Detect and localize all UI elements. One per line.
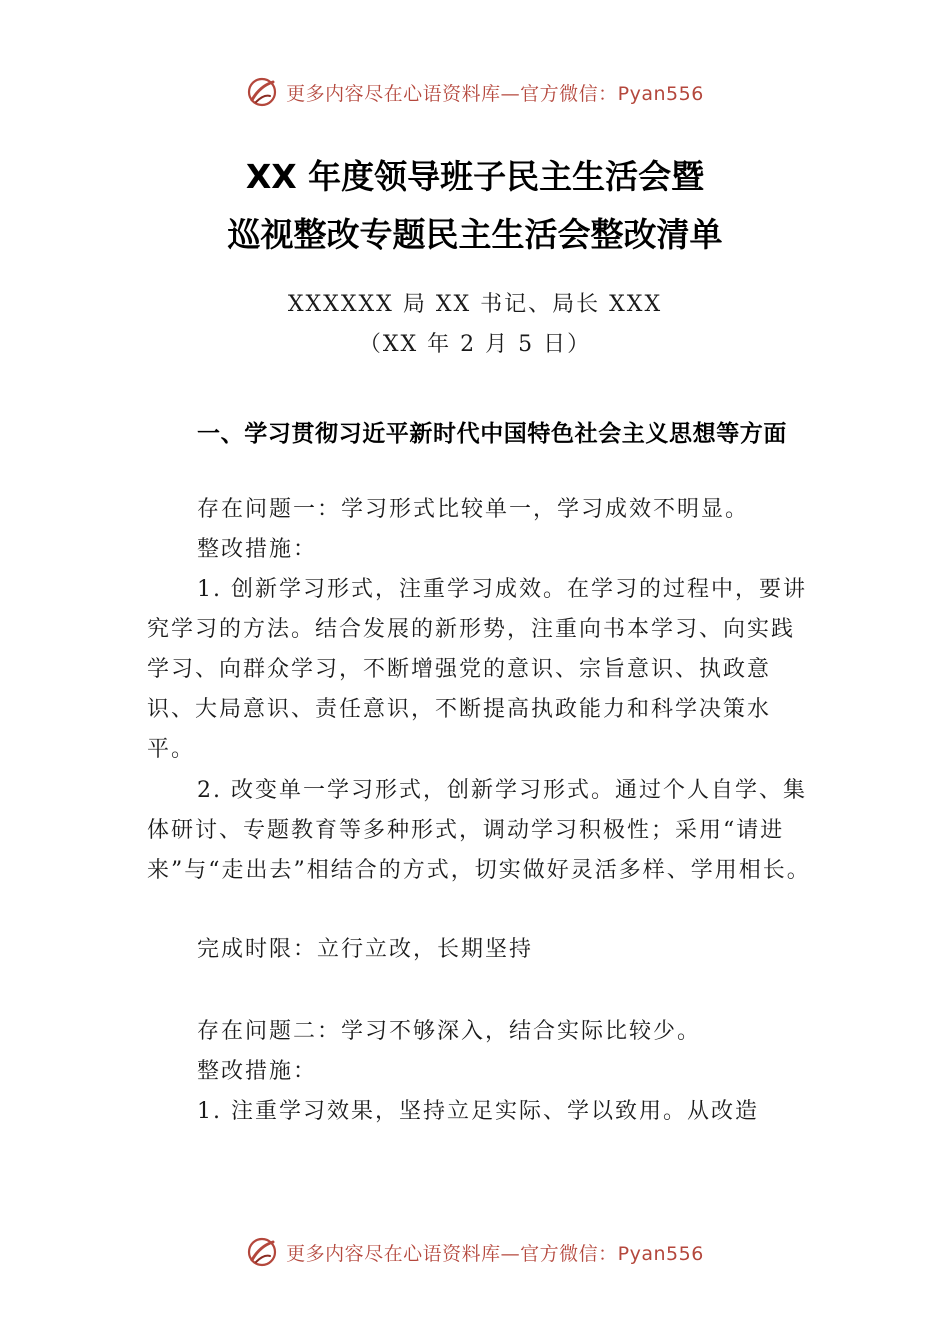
document-date: （XX 年 2 月 5 日） <box>358 332 592 357</box>
section-heading-1: 一、学习贯彻习近平新时代中国特色社会主义思想等方面 <box>197 421 787 447</box>
document-author: XXXXXX 局 XX 书记、局长 XXX <box>287 292 663 317</box>
document-title-line1: XX 年度领导班子民主生活会暨 <box>245 157 705 196</box>
problem-2: 存在问题二：学习不够深入，结合实际比较少。 <box>197 1019 702 1044</box>
header-banner <box>0 72 950 112</box>
document-title-line2: 巡视整改专题民主生活会整改清单 <box>227 215 723 254</box>
brand-logo-icon <box>246 76 278 108</box>
measure-1-1: 1. 创新学习形式，注重学习成效。在学习的过程中，要讲究学习的方法。结合发展的新形势，注重向书本学习、向实践学习、向群众学习，不断增强党的意识、宗旨意识、执政意识、大局意识、责任意识，不断提高执政能力和科学决策水平。 <box>147 577 807 762</box>
problem-1: 存在问题一：学习形式比较单一，学习成效不明显。 <box>197 497 750 522</box>
measures-label-1: 整改措施： <box>197 537 318 562</box>
measures-label-2: 整改措施： <box>197 1059 318 1084</box>
measure-1-2: 2. 改变单一学习形式，创新学习形式。通过个人自学、集体研讨、专题教育等多种形式，调动学习积极性；采用“请进来”与“走出去”相结合的方式，切实做好灵活多样、学用相长。 <box>147 778 811 883</box>
banner-promo: 更多内容尽在心语资料库—官方微信： <box>286 82 618 105</box>
banner-wechat-id: Pyan556 <box>617 1242 704 1265</box>
banner-text <box>286 1239 704 1266</box>
banner-wechat-id: Pyan556 <box>617 82 704 105</box>
footer-banner <box>0 1232 950 1272</box>
banner-promo: 更多内容尽在心语资料库—官方微信： <box>286 1242 618 1265</box>
banner-text <box>286 79 704 106</box>
deadline-1: 完成时限：立行立改，长期坚持 <box>197 937 534 962</box>
measure-2-1: 1. 注重学习效果，坚持立足实际、学以致用。从改造 <box>197 1099 759 1124</box>
brand-logo-icon <box>246 1236 278 1268</box>
